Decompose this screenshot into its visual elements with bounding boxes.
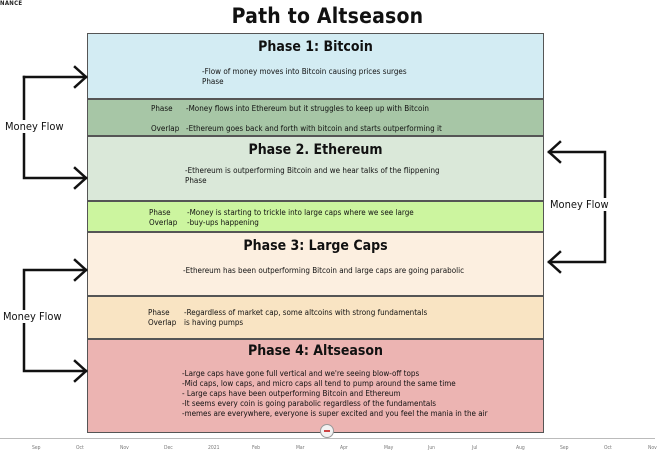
timeline-tick: Nov xyxy=(120,445,129,451)
overlap-1-label: Phase Overlap xyxy=(151,104,180,133)
phase-3-heading: Phase 3: Large Caps xyxy=(243,238,388,254)
timeline-tick: Sep xyxy=(560,445,569,451)
timeline-tick: Aug xyxy=(516,445,525,451)
timeline-tick: Oct xyxy=(604,445,612,451)
timeline-tick: Apr xyxy=(340,445,348,451)
money-flow-label-left-upper: Money Flow xyxy=(5,120,64,133)
overlap-3-text: -Regardless of market cap, some altcoins with strong fundamentals is having pumps xyxy=(184,308,428,327)
phase-2-text: -Ethereum is outperforming Bitcoin and we hear talks of the flippening Phase xyxy=(185,166,440,185)
phase-2-heading: Phase 2. Ethereum xyxy=(248,142,383,158)
timeline-tick: Oct xyxy=(76,445,84,451)
timeline-tick: Mar xyxy=(296,445,305,451)
timeline-tick: 2021 xyxy=(208,445,220,451)
overlap-2-text: -Money is starting to trickle into large caps where we see large -buy-ups happening xyxy=(187,208,414,227)
timeline-tick: Jun xyxy=(428,445,436,451)
timeline-tick: Nov xyxy=(648,445,657,451)
timeline-tick: Jul xyxy=(472,445,478,451)
timeline-axis xyxy=(0,438,655,451)
diagram-title: Path to Altseason xyxy=(231,4,424,28)
timeline-tick: May xyxy=(384,445,394,451)
money-flow-label-right: Money Flow xyxy=(550,198,609,211)
overlap-2-label: Phase Overlap xyxy=(149,208,178,227)
phase-4-heading: Phase 4: Altseason xyxy=(247,343,384,359)
timeline-tick: Dec xyxy=(164,445,173,451)
timeline-tick: Feb xyxy=(252,445,260,451)
money-flow-label-left-lower: Money Flow xyxy=(3,310,62,323)
phase-1-heading: Phase 1: Bitcoin xyxy=(258,39,373,55)
overlap-1-text: -Money flows into Ethereum but it struggles to keep up with Bitcoin -Ethereum goes back and forth with bitcoin and starts outperforming it xyxy=(186,104,442,133)
brand-text: NANCE xyxy=(0,0,23,7)
watermark-logo xyxy=(320,424,334,438)
phase-3-text: -Ethereum has been outperforming Bitcoin and large caps are going parabolic xyxy=(183,266,465,275)
overlap-3-label: Phase Overlap xyxy=(148,308,177,327)
phase-4-text: -Large caps have gone full vertical and we're seeing blow-off tops -Mid caps, low caps, and micro caps all tend to pump around the same time - Large caps have been outperforming Bitcoin and Ethereum -It seems every coin is going parabolic regardless of the fundamentals -memes are everywhere, everyone is super excited and you feel the mania in the air xyxy=(182,369,488,418)
phase-1-text: -Flow of money moves into Bitcoin causing prices surges Phase xyxy=(202,67,407,86)
timeline-tick: Sep xyxy=(32,445,41,451)
